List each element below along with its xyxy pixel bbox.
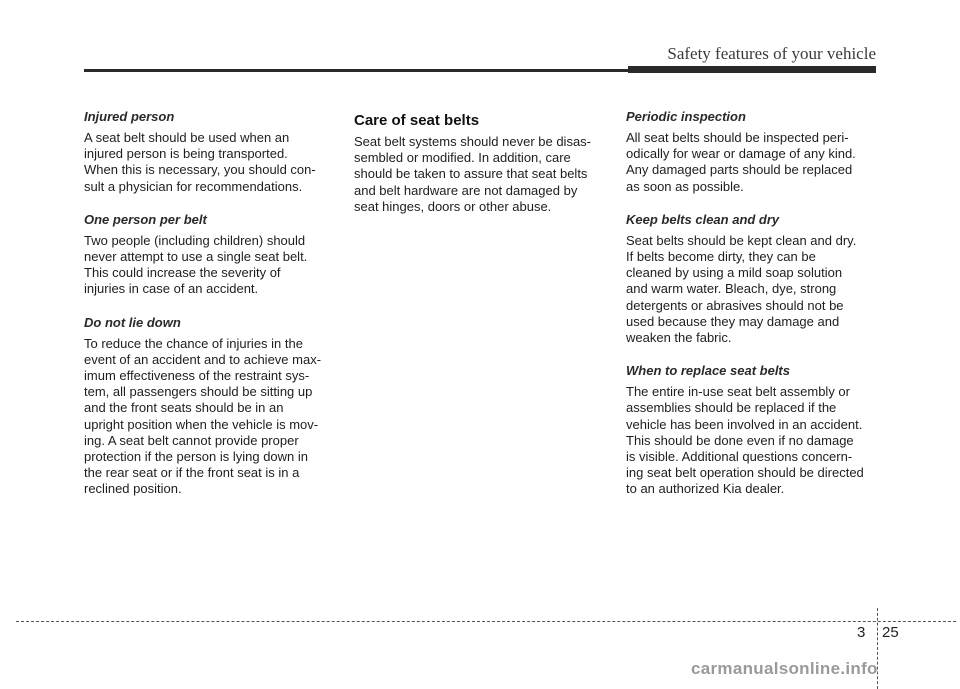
chapter-number: 3 [857, 624, 866, 641]
body-line: protection if the person is lying down in [84, 449, 309, 465]
section-body [626, 233, 877, 346]
body-line: This should be done even if no damage [626, 432, 854, 448]
section [626, 108, 877, 195]
section [626, 211, 877, 346]
body-line: event of an accident and to achieve max- [84, 351, 322, 367]
header-title: Safety features of your vehicle [667, 44, 876, 63]
column-left [84, 108, 335, 514]
body-line: sult a physician for recommendations. [84, 178, 303, 194]
body-line: Seat belt systems should never be disas- [354, 134, 592, 149]
body-line: Seat belts should be kept clean and dry. [626, 232, 857, 248]
section-title: One person per belt [84, 211, 207, 227]
body-line: If belts become dirty, they can be [626, 249, 816, 265]
header-rule [84, 69, 628, 72]
body-line: odically for wear or damage of any kind. [626, 146, 856, 162]
body-line: ing. A seat belt cannot provide proper [84, 432, 299, 448]
page-number: 25 [882, 624, 899, 641]
body-line: never attempt to use a single seat belt. [84, 249, 308, 265]
body-line: reclined position. [84, 481, 182, 497]
section-body [626, 384, 877, 497]
footer-rule [16, 621, 956, 622]
header-rule-accent [628, 66, 876, 73]
body-line: the rear seat or if the front seat is in a [84, 465, 300, 481]
body-line: used because they may damage and [626, 313, 840, 329]
body-line: A seat belt should be used when an [84, 130, 290, 145]
column-right [626, 108, 877, 514]
body-line: to an authorized Kia dealer. [626, 481, 785, 497]
body-line: and the front seats should be in an [84, 400, 284, 416]
section-title: Periodic inspection [626, 109, 746, 124]
body-line: as soon as possible. [626, 178, 744, 194]
column-middle [354, 108, 605, 231]
body-line: detergents or abrasives should not be [626, 297, 844, 313]
section-body [84, 130, 335, 195]
section [626, 362, 877, 497]
body-line: is visible. Additional questions concern- [626, 449, 853, 465]
section [84, 211, 335, 298]
body-line: and belt hardware are not damaged by [354, 182, 578, 198]
body-line: vehicle has been involved in an accident. [626, 416, 863, 432]
section-body [354, 134, 605, 215]
section-title: Care of seat belts [354, 112, 480, 129]
body-line: All seat belts should be inspected peri- [626, 130, 849, 145]
body-line: cleaned by using a mild soap solution [626, 265, 843, 281]
section-body [84, 233, 335, 298]
body-line: upright position when the vehicle is mov- [84, 416, 319, 432]
body-line: injured person is being transported. [84, 146, 288, 162]
watermark: carmanualsonline.info [691, 659, 878, 678]
body-line: To reduce the chance of injuries in the [84, 335, 303, 351]
body-line: Two people (including children) should [84, 232, 306, 248]
body-line: When this is necessary, you should con- [84, 162, 316, 178]
body-line: ing seat belt operation should be directed [626, 465, 864, 481]
body-line: injuries in case of an accident. [84, 281, 259, 297]
section-body [626, 130, 877, 195]
body-line: imum effectiveness of the restraint sys- [84, 368, 310, 384]
body-line: should be taken to assure that seat belts [354, 166, 588, 182]
body-line: sembled or modified. In addition, care [354, 150, 571, 166]
section-title: Keep belts clean and dry [626, 211, 780, 227]
section-title: When to replace seat belts [626, 363, 790, 379]
body-line: Any damaged parts should be replaced [626, 162, 853, 178]
section [354, 111, 605, 215]
body-line: and warm water. Bleach, dye, strong [626, 281, 837, 297]
body-line: seat hinges, doors or other abuse. [354, 198, 552, 214]
section [84, 314, 335, 498]
section [84, 108, 335, 195]
body-line: weaken the fabric. [626, 330, 732, 346]
body-line: This could increase the severity of [84, 265, 281, 281]
section-title: Injured person [84, 109, 175, 124]
body-line: The entire in-use seat belt assembly or [626, 384, 850, 400]
body-line: tem, all passengers should be sitting up [84, 384, 313, 400]
body-line: assemblies should be replaced if the [626, 400, 837, 416]
section-title: Do not lie down [84, 314, 181, 330]
section-body [84, 336, 335, 498]
